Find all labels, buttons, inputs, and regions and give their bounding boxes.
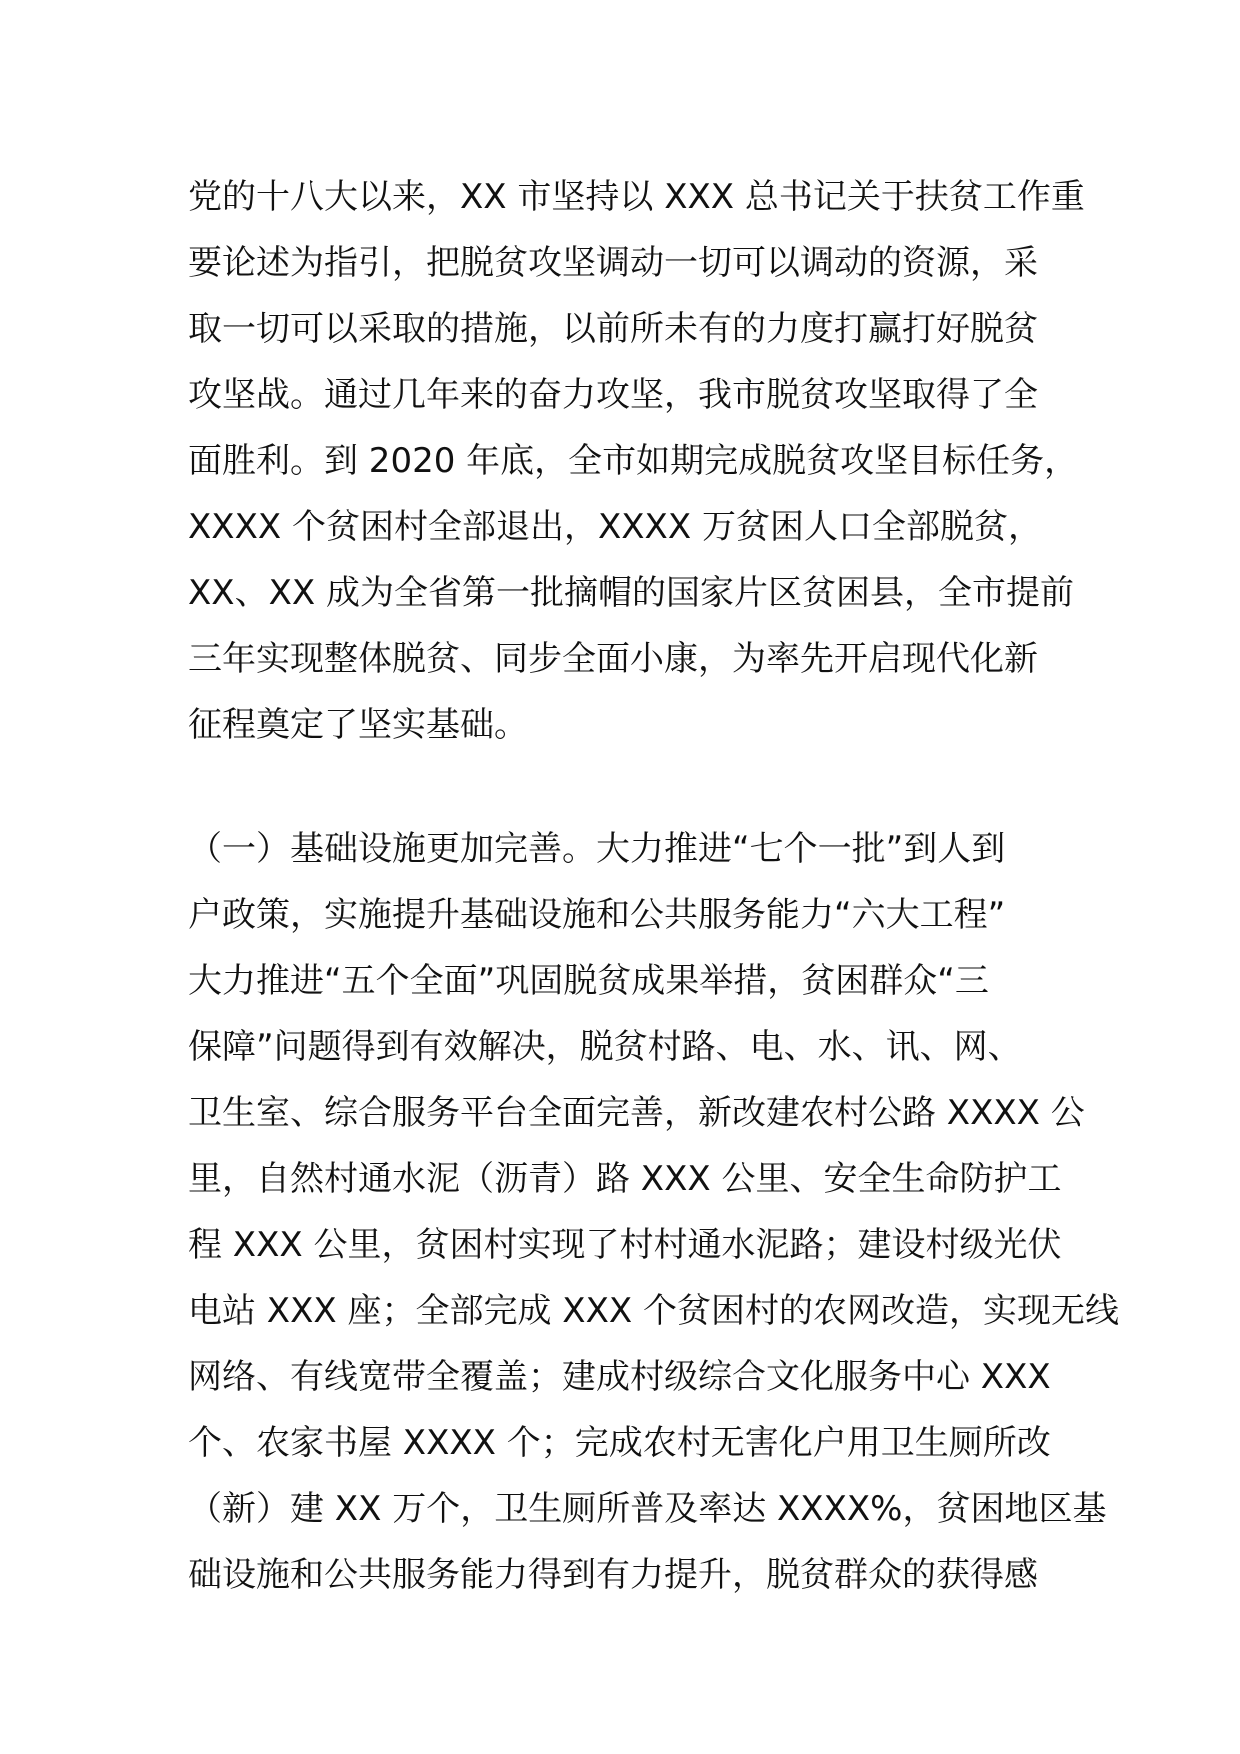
text-line: 攻坚战。通过几年来的奋力攻坚，我市脱贫攻坚取得了全 (188, 375, 1038, 415)
text-line: 里，自然村通水泥（沥青）路 XXX 公里、安全生命防护工 (188, 1159, 1062, 1199)
section-heading-line: （一）基础设施更加完善。大力推进“七个一批”到人到 (188, 829, 1006, 869)
text-line: XXXX 个贫困村全部退出，XXXX 万贫困人口全部脱贫， (188, 507, 1042, 547)
text-line: 取一切可以采取的措施，以前所未有的力度打赢打好脱贫 (188, 309, 1038, 349)
text-line: 三年实现整体脱贫、同步全面小康，为率先开启现代化新 (188, 639, 1038, 679)
text-line: 个、农家书屋 XXXX 个；完成农村无害化户用卫生厕所改 (188, 1423, 1051, 1463)
text-line: 征程奠定了坚实基础。 (188, 705, 528, 745)
text-line: 程 XXX 公里，贫困村实现了村村通水泥路；建设村级光伏 (188, 1225, 1062, 1265)
text-line: （新）建 XX 万个，卫生厕所普及率达 XXXX%，贫困地区基 (188, 1489, 1107, 1529)
text-line: XX、XX 成为全省第一批摘帽的国家片区贫困县，全市提前 (188, 573, 1074, 613)
text-line: 面胜利。到 2020 年底，全市如期完成脱贫攻坚目标任务， (188, 441, 1079, 481)
text-line: 要论述为指引，把脱贫攻坚调动一切可以调动的资源，采 (188, 243, 1038, 283)
text-line: 党的十八大以来，XX 市坚持以 XXX 总书记关于扶贫工作重 (188, 177, 1085, 217)
text-line: 大力推进“五个全面”巩固脱贫成果举措，贫困群众“三 (188, 961, 989, 1001)
text-line: 保障”问题得到有效解决，脱贫村路、电、水、讯、网、 (188, 1027, 1022, 1067)
paragraph-infrastructure (188, 816, 1119, 1608)
text-line: 础设施和公共服务能力得到有力提升，脱贫群众的获得感 (188, 1555, 1038, 1595)
text-line: 卫生室、综合服务平台全面完善，新改建农村公路 XXXX 公 (188, 1093, 1085, 1133)
text-line: 网络、有线宽带全覆盖；建成村级综合文化服务中心 XXX (188, 1357, 1051, 1397)
text-line: 户政策，实施提升基础设施和公共服务能力“六大工程” (188, 895, 1006, 935)
paragraph-introduction (188, 164, 1088, 758)
text-line: 电站 XXX 座；全部完成 XXX 个贫困村的农网改造，实现无线 (188, 1291, 1119, 1331)
